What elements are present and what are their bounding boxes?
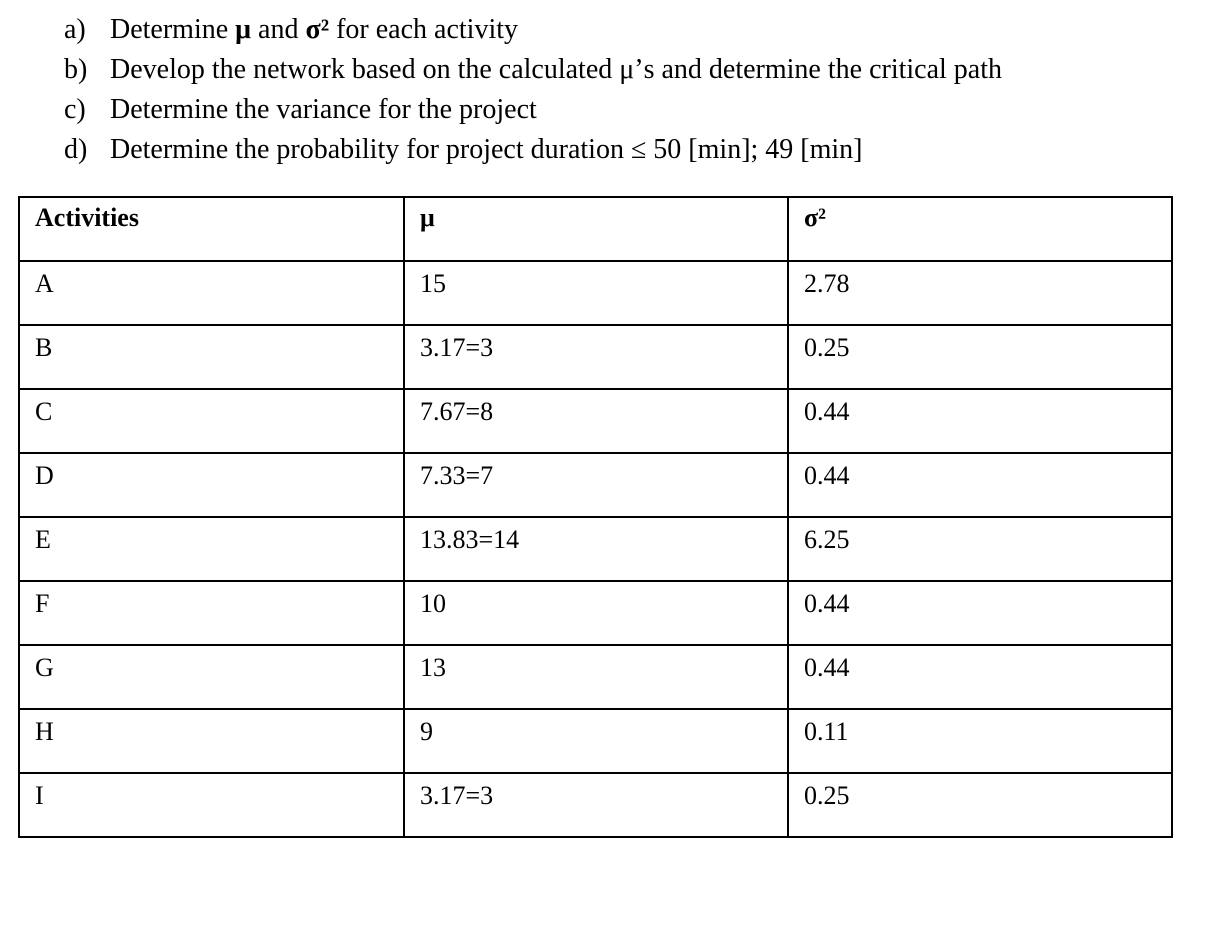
question-text: Determine the variance for the project — [110, 94, 537, 125]
table-row — [19, 645, 1172, 709]
mu-cell: 10 — [404, 581, 788, 645]
activity-cell: G — [19, 645, 404, 709]
header-mu: μ — [404, 197, 788, 261]
table-row — [19, 517, 1172, 581]
mu-cell: 7.33=7 — [404, 453, 788, 517]
question-text: Determine the probability for project duration ≤ 50 [min]; 49 [min] — [110, 134, 863, 165]
table-row — [19, 261, 1172, 325]
table-row — [19, 453, 1172, 517]
question-marker: c) — [64, 94, 86, 125]
table-row — [19, 709, 1172, 773]
question-a — [64, 10, 1184, 50]
variance-cell: 0.44 — [788, 581, 1172, 645]
variance-cell: 0.44 — [788, 645, 1172, 709]
question-text: Determine μ and σ² for each activity — [110, 14, 519, 45]
mu-cell: 3.17=3 — [404, 773, 788, 837]
table-row — [19, 581, 1172, 645]
question-c — [64, 90, 1184, 130]
mu-cell: 13 — [404, 645, 788, 709]
variance-cell: 0.11 — [788, 709, 1172, 773]
mu-symbol: μ — [235, 14, 252, 45]
activity-cell: I — [19, 773, 404, 837]
header-activities: Activities — [19, 197, 404, 261]
question-b — [64, 50, 1184, 90]
variance-cell: 6.25 — [788, 517, 1172, 581]
table-row — [19, 325, 1172, 389]
table-header-row — [19, 197, 1172, 261]
mu-cell: 9 — [404, 709, 788, 773]
mu-cell: 7.67=8 — [404, 389, 788, 453]
question-text: Develop the network based on the calculated μ’s and determine the critical path — [110, 54, 1002, 85]
question-d — [64, 130, 1184, 170]
variance-cell: 0.44 — [788, 389, 1172, 453]
table-row — [19, 389, 1172, 453]
sigma-squared-symbol: σ² — [305, 14, 330, 45]
activity-cell: F — [19, 581, 404, 645]
activity-cell: C — [19, 389, 404, 453]
question-marker: b) — [64, 54, 88, 85]
activity-cell: B — [19, 325, 404, 389]
activity-cell: H — [19, 709, 404, 773]
table-row — [19, 773, 1172, 837]
question-marker: d) — [64, 134, 88, 165]
header-sigma-squared: σ² — [788, 197, 1172, 261]
activity-cell: E — [19, 517, 404, 581]
variance-cell: 0.25 — [788, 773, 1172, 837]
question-list — [64, 10, 1184, 170]
mu-cell: 15 — [404, 261, 788, 325]
question-marker: a) — [64, 14, 86, 45]
variance-cell: 0.44 — [788, 453, 1172, 517]
mu-cell: 3.17=3 — [404, 325, 788, 389]
variance-cell: 0.25 — [788, 325, 1172, 389]
activity-cell: D — [19, 453, 404, 517]
mu-cell: 13.83=14 — [404, 517, 788, 581]
activity-cell: A — [19, 261, 404, 325]
variance-cell: 2.78 — [788, 261, 1172, 325]
activities-table — [18, 196, 1173, 838]
